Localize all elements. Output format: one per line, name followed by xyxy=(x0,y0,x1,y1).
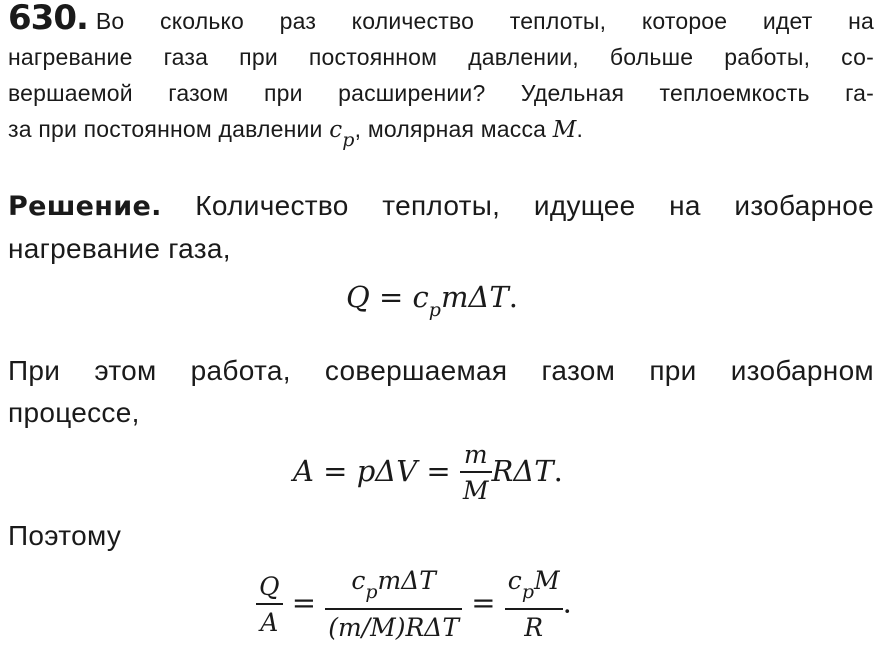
fraction-Q-over-A: $\frac{Q}{A}$ xyxy=(256,572,283,638)
solution-paragraph-2 xyxy=(8,350,874,434)
problem-number: 630. xyxy=(8,0,88,38)
solution-line-3: При этом работа, совершаемая газом при изобарном xyxy=(8,355,874,386)
problem-line-2: нагревание газа при постоянном давлении, больше работы, со- xyxy=(8,44,874,70)
formula-heat: $Q = c_pm\Delta T$. xyxy=(346,280,518,321)
solution-line-2: нагревание газа, xyxy=(8,233,231,264)
cp-symbol: $c_p$ xyxy=(329,117,355,151)
solution-line-1: Решение. Количество теплоты, идущее на изобарное xyxy=(8,190,874,222)
solution-line-4: процессе, xyxy=(8,397,140,428)
fraction-cp-m-dT: $\frac{c_pm\Delta T}{\text{(m/M)RΔT}}$ xyxy=(325,566,462,643)
problem-line-4: за при постоянном давлении $c_p$, молярная масса M. xyxy=(8,116,584,151)
solution-label: Решение. xyxy=(8,191,162,222)
molar-mass-symbol: M xyxy=(552,117,577,143)
problem-line-1: 630. Во сколько раз количество теплоты, которое идет на xyxy=(8,0,874,38)
formula-work: A = pΔV = $\frac{m}{M}$ RΔT. xyxy=(293,440,563,505)
solution-paragraph-1 xyxy=(8,185,874,270)
problem-line-3: вершаемой газом при расширении? Удельная теплоемкость га- xyxy=(8,80,874,106)
solution-paragraph-3 xyxy=(8,515,874,557)
problem-statement xyxy=(8,0,874,158)
fraction-cpM-over-R: $\frac{c_pM}{R}$ xyxy=(505,566,563,643)
fraction-m-over-M: $\frac{m}{M}$ xyxy=(460,440,492,506)
formula-ratio: $\frac{Q}{A}$ = $\frac{c_pm\Delta T}{\text{(m/M)RΔT}}$ = $\frac{c_pM}{R}$ . xyxy=(256,566,572,643)
solution-line-5: Поэтому xyxy=(8,520,122,551)
